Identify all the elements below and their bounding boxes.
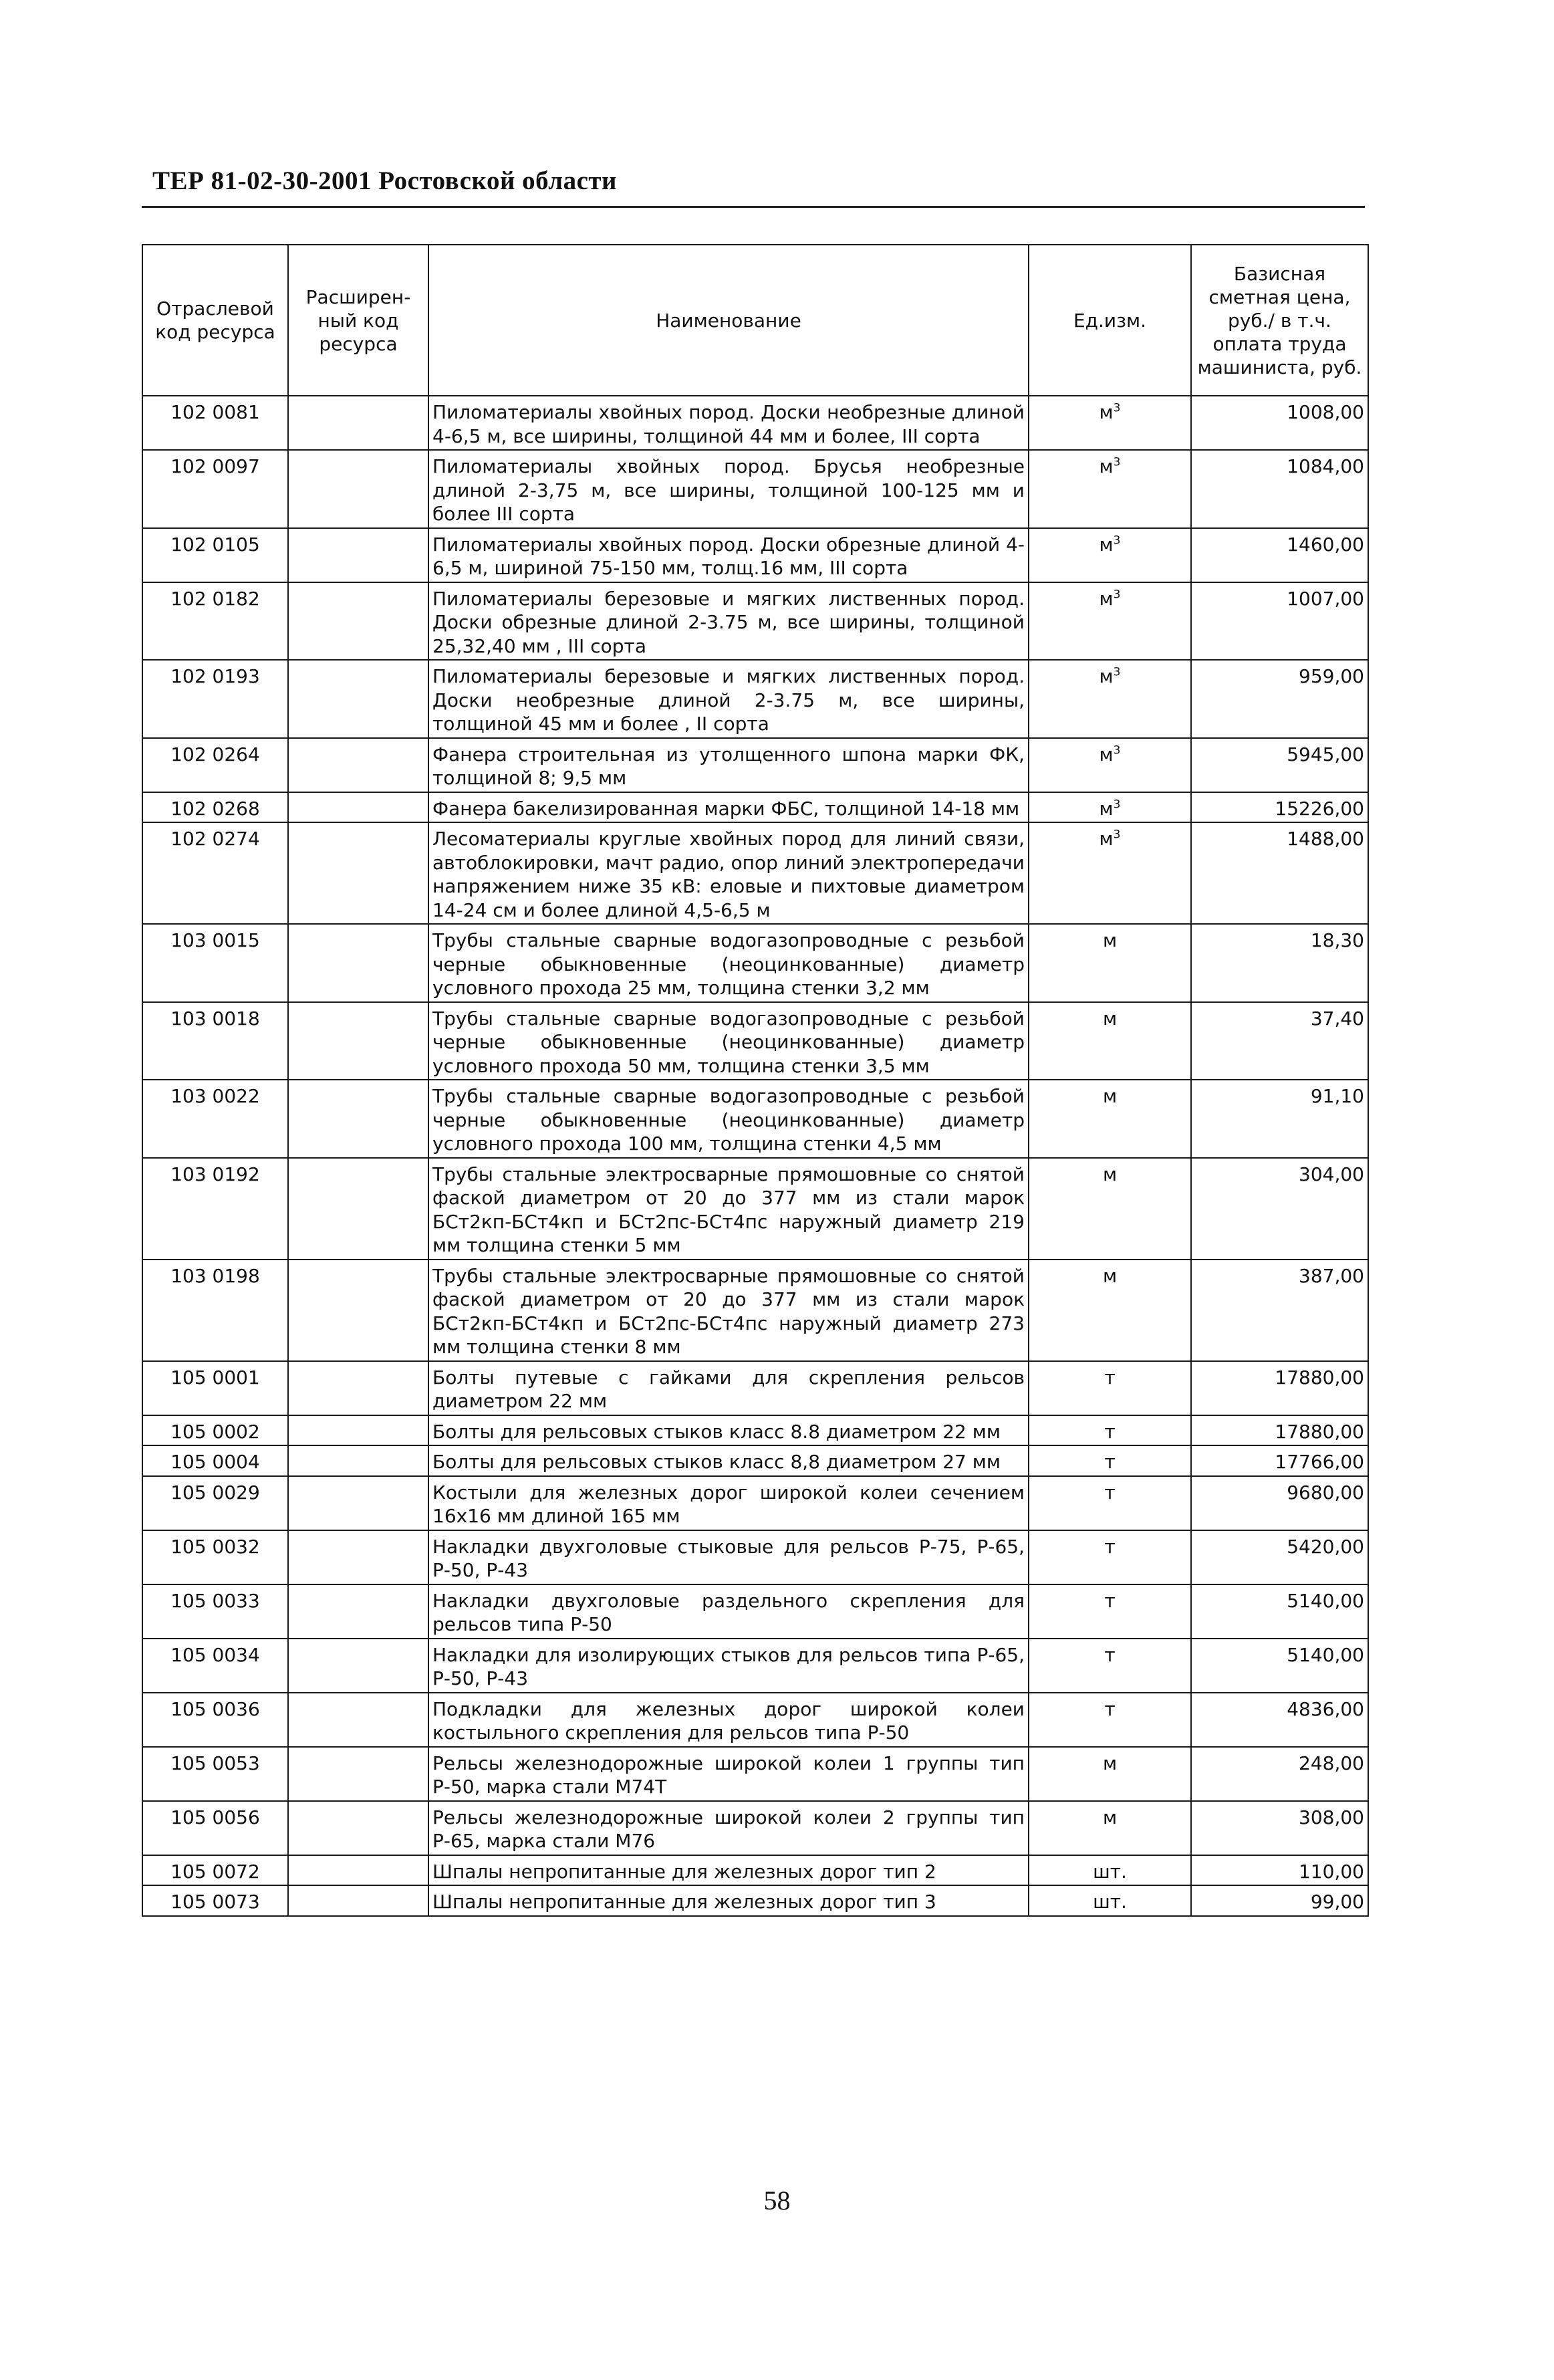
table-row	[142, 822, 1368, 924]
unit-cell	[1029, 1693, 1191, 1747]
unit-cell	[1029, 924, 1191, 1002]
unit-exponent: 3	[1113, 798, 1121, 812]
resource-code-cell: 102 0182	[142, 582, 288, 661]
table-row	[142, 924, 1368, 1002]
extended-code-cell	[288, 1476, 428, 1530]
table-row	[142, 1158, 1368, 1260]
unit-cell	[1029, 1801, 1191, 1855]
unit-label: м	[1102, 1163, 1118, 1185]
resource-name-cell: Шпалы непропитанные для железных дорог тип 2	[428, 1855, 1029, 1886]
resource-code-cell: 103 0022	[142, 1080, 288, 1158]
extended-code-cell	[288, 1747, 428, 1801]
unit-exponent: 3	[1113, 533, 1121, 548]
resource-code-cell: 103 0192	[142, 1158, 288, 1260]
resource-name-cell: Пиломатериалы березовые и мягких лиственных пород. Доски необрезные длиной 2-3.75 м, все ширины, толщиной 45 мм и более , II сорта	[428, 660, 1029, 738]
unit-label: т	[1104, 1697, 1116, 1720]
price-cell: 15226,00	[1191, 792, 1368, 823]
unit-cell	[1029, 1476, 1191, 1530]
unit-cell	[1029, 582, 1191, 661]
unit-cell	[1029, 1415, 1191, 1446]
unit-exponent: 3	[1113, 665, 1121, 679]
resource-code-cell: 102 0105	[142, 528, 288, 582]
unit-label: м	[1099, 743, 1114, 765]
resource-name-cell: Костыли для железных дорог широкой колеи сечением 16х16 мм длиной 165 мм	[428, 1476, 1029, 1530]
table-row	[142, 450, 1368, 528]
extended-code-cell	[288, 1885, 428, 1916]
unit-exponent: 3	[1113, 743, 1121, 757]
unit-cell	[1029, 1747, 1191, 1801]
price-cell: 5140,00	[1191, 1584, 1368, 1639]
table-row	[142, 1361, 1368, 1415]
resource-name-cell: Болты путевые с гайками для скрепления рельсов диаметром 22 мм	[428, 1361, 1029, 1415]
resource-name-cell: Трубы стальные сварные водогазопроводные с резьбой черные обыкновенные (неоцинкованные) диаметр условного прохода 100 мм, толщина стенки 4,5 мм	[428, 1080, 1029, 1158]
table-row	[142, 1747, 1368, 1801]
table-row	[142, 1476, 1368, 1530]
unit-cell	[1029, 1361, 1191, 1415]
price-cell: 248,00	[1191, 1747, 1368, 1801]
table-header-row	[142, 245, 1368, 396]
table-row	[142, 396, 1368, 450]
price-cell: 17880,00	[1191, 1415, 1368, 1446]
extended-code-cell	[288, 1158, 428, 1260]
page-number: 58	[763, 2185, 791, 2216]
resource-code-cell: 105 0036	[142, 1693, 288, 1747]
extended-code-cell	[288, 792, 428, 823]
unit-cell	[1029, 1530, 1191, 1584]
unit-cell	[1029, 528, 1191, 582]
extended-code-cell	[288, 1639, 428, 1693]
table-row	[142, 1885, 1368, 1916]
resource-code-cell: 105 0002	[142, 1415, 288, 1446]
extended-code-cell	[288, 1080, 428, 1158]
price-cell: 5420,00	[1191, 1530, 1368, 1584]
header-ext-code: Расширен-ный код ресурса	[288, 245, 428, 396]
table-row	[142, 1801, 1368, 1855]
unit-label: т	[1104, 1451, 1116, 1473]
header-code: Отраслевой код ресурса	[142, 245, 288, 396]
unit-cell	[1029, 1080, 1191, 1158]
title-divider	[142, 206, 1365, 208]
extended-code-cell	[288, 1801, 428, 1855]
price-cell: 1460,00	[1191, 528, 1368, 582]
resource-name-cell: Фанера строительная из утолщенного шпона марки ФК, толщиной 8; 9,5 мм	[428, 738, 1029, 792]
extended-code-cell	[288, 924, 428, 1002]
resource-code-cell: 103 0198	[142, 1260, 288, 1361]
price-cell: 18,30	[1191, 924, 1368, 1002]
price-cell: 99,00	[1191, 1885, 1368, 1916]
price-cell: 9680,00	[1191, 1476, 1368, 1530]
unit-label: т	[1104, 1481, 1116, 1504]
price-cell: 308,00	[1191, 1801, 1368, 1855]
unit-label: м	[1099, 401, 1114, 423]
resource-code-cell: 105 0073	[142, 1885, 288, 1916]
resource-code-cell: 102 0274	[142, 822, 288, 924]
resource-name-cell: Пиломатериалы хвойных пород. Доски необрезные длиной 4-6,5 м, все ширины, толщиной 44 мм и более, III сорта	[428, 396, 1029, 450]
resource-name-cell: Накладки двухголовые стыковые для рельсов Р-75, Р-65, Р-50, Р-43	[428, 1530, 1029, 1584]
unit-label: м	[1102, 929, 1118, 951]
header-unit: Ед.изм.	[1029, 245, 1191, 396]
resource-name-cell: Рельсы железнодорожные широкой колеи 1 группы тип Р-50, марка стали М74Т	[428, 1747, 1029, 1801]
extended-code-cell	[288, 1445, 428, 1476]
resource-code-cell: 105 0032	[142, 1530, 288, 1584]
resource-code-cell: 105 0072	[142, 1855, 288, 1886]
resource-name-cell: Болты для рельсовых стыков класс 8,8 диаметром 27 мм	[428, 1445, 1029, 1476]
resource-price-table	[142, 244, 1369, 1917]
resource-name-cell: Накладки двухголовые раздельного скрепления для рельсов типа Р-50	[428, 1584, 1029, 1639]
header-name: Наименование	[428, 245, 1029, 396]
unit-label: шт.	[1093, 1860, 1127, 1883]
unit-label: м	[1102, 1085, 1118, 1107]
unit-cell	[1029, 1260, 1191, 1361]
extended-code-cell	[288, 822, 428, 924]
unit-cell	[1029, 738, 1191, 792]
unit-label: т	[1104, 1420, 1116, 1443]
extended-code-cell	[288, 1361, 428, 1415]
price-cell: 304,00	[1191, 1158, 1368, 1260]
resource-name-cell: Шпалы непропитанные для железных дорог тип 3	[428, 1885, 1029, 1916]
unit-cell	[1029, 1445, 1191, 1476]
resource-name-cell: Пиломатериалы хвойных пород. Брусья необрезные длиной 2-3,75 м, все ширины, толщиной 100-125 мм и более III сорта	[428, 450, 1029, 528]
table-row	[142, 528, 1368, 582]
extended-code-cell	[288, 660, 428, 738]
unit-exponent: 3	[1113, 828, 1121, 842]
price-cell: 387,00	[1191, 1260, 1368, 1361]
unit-label: м	[1102, 1806, 1118, 1828]
unit-label: м	[1102, 1752, 1118, 1774]
unit-label: т	[1104, 1535, 1116, 1558]
extended-code-cell	[288, 1693, 428, 1747]
unit-label: м	[1099, 665, 1114, 687]
price-cell: 17880,00	[1191, 1361, 1368, 1415]
resource-code-cell: 105 0034	[142, 1639, 288, 1693]
table-row	[142, 1415, 1368, 1446]
extended-code-cell	[288, 738, 428, 792]
resource-name-cell: Трубы стальные электросварные прямошовные со снятой фаской диаметром от 20 до 377 мм из стали марок БСт2кп-БСт4кп и БСт2пс-БСт4пс наружный диаметр 273 мм толщина стенки 8 мм	[428, 1260, 1029, 1361]
extended-code-cell	[288, 396, 428, 450]
resource-code-cell: 105 0056	[142, 1801, 288, 1855]
unit-cell	[1029, 450, 1191, 528]
table-row	[142, 1530, 1368, 1584]
resource-code-cell: 102 0268	[142, 792, 288, 823]
resource-code-cell: 102 0097	[142, 450, 288, 528]
unit-cell	[1029, 1584, 1191, 1639]
table-row	[142, 792, 1368, 823]
resource-name-cell: Фанера бакелизированная марки ФБС, толщиной 14-18 мм	[428, 792, 1029, 823]
unit-cell	[1029, 1885, 1191, 1916]
table-row	[142, 1584, 1368, 1639]
unit-cell	[1029, 1855, 1191, 1886]
unit-cell	[1029, 1639, 1191, 1693]
unit-cell	[1029, 1002, 1191, 1080]
unit-cell	[1029, 396, 1191, 450]
table-row	[142, 582, 1368, 661]
unit-cell	[1029, 822, 1191, 924]
table-row	[142, 1639, 1368, 1693]
extended-code-cell	[288, 1002, 428, 1080]
resource-code-cell: 102 0081	[142, 396, 288, 450]
resource-name-cell: Подкладки для железных дорог широкой колеи костыльного скрепления для рельсов типа Р-50	[428, 1693, 1029, 1747]
extended-code-cell	[288, 450, 428, 528]
price-cell: 91,10	[1191, 1080, 1368, 1158]
unit-label: м	[1102, 1264, 1118, 1287]
table-row	[142, 1002, 1368, 1080]
resource-code-cell: 105 0029	[142, 1476, 288, 1530]
table-row	[142, 1693, 1368, 1747]
table-row	[142, 660, 1368, 738]
table-row	[142, 1855, 1368, 1886]
resource-code-cell: 103 0015	[142, 924, 288, 1002]
unit-label: м	[1102, 1007, 1118, 1030]
unit-cell	[1029, 1158, 1191, 1260]
table-row	[142, 738, 1368, 792]
resource-code-cell: 105 0001	[142, 1361, 288, 1415]
resource-name-cell: Трубы стальные электросварные прямошовные со снятой фаской диаметром от 20 до 377 мм из стали марок БСт2кп-БСт4кп и БСт2пс-БСт4пс наружный диаметр 219 мм толщина стенки 5 мм	[428, 1158, 1029, 1260]
unit-label: т	[1104, 1589, 1116, 1612]
extended-code-cell	[288, 1260, 428, 1361]
unit-exponent: 3	[1113, 455, 1121, 469]
price-cell: 5140,00	[1191, 1639, 1368, 1693]
unit-label: м	[1099, 587, 1114, 610]
resource-name-cell: Рельсы железнодорожные широкой колеи 2 группы тип Р-65, марка стали М76	[428, 1801, 1029, 1855]
unit-label: м	[1099, 828, 1114, 850]
unit-label: т	[1104, 1643, 1116, 1666]
resource-code-cell: 102 0264	[142, 738, 288, 792]
table-row	[142, 1445, 1368, 1476]
price-cell: 1008,00	[1191, 396, 1368, 450]
unit-label: т	[1104, 1366, 1116, 1389]
resource-code-cell: 103 0018	[142, 1002, 288, 1080]
unit-exponent: 3	[1113, 401, 1121, 415]
price-cell: 4836,00	[1191, 1693, 1368, 1747]
unit-exponent: 3	[1113, 588, 1121, 602]
header-price: Базисная сметная цена, руб./ в т.ч. оплата труда машиниста, руб.	[1191, 245, 1368, 396]
extended-code-cell	[288, 528, 428, 582]
document-title: ТЕР 81-02-30-2001 Ростовской области	[152, 166, 618, 195]
resource-name-cell: Трубы стальные сварные водогазопроводные с резьбой черные обыкновенные (неоцинкованные) диаметр условного прохода 25 мм, толщина стенки 3,2 мм	[428, 924, 1029, 1002]
resource-code-cell: 105 0033	[142, 1584, 288, 1639]
resource-name-cell: Лесоматериалы круглые хвойных пород для линий связи, автоблокировки, мачт радио, опор линий электропередачи напряжением ниже 35 кВ: еловые и пихтовые диаметром 14-24 см и более длиной 4,5-6,5 м	[428, 822, 1029, 924]
extended-code-cell	[288, 1530, 428, 1584]
price-cell: 17766,00	[1191, 1445, 1368, 1476]
extended-code-cell	[288, 1584, 428, 1639]
resource-name-cell: Пиломатериалы березовые и мягких лиственных пород. Доски обрезные длиной 2-3.75 м, все ширины, толщиной 25,32,40 мм , III сорта	[428, 582, 1029, 661]
unit-cell	[1029, 660, 1191, 738]
price-cell: 1084,00	[1191, 450, 1368, 528]
unit-label: м	[1099, 533, 1114, 556]
price-cell: 5945,00	[1191, 738, 1368, 792]
price-cell: 1007,00	[1191, 582, 1368, 661]
extended-code-cell	[288, 1855, 428, 1886]
resource-code-cell: 105 0053	[142, 1747, 288, 1801]
unit-label: м	[1099, 455, 1114, 477]
price-cell: 110,00	[1191, 1855, 1368, 1886]
unit-cell	[1029, 792, 1191, 823]
table-row	[142, 1260, 1368, 1361]
resource-name-cell: Болты для рельсовых стыков класс 8.8 диаметром 22 мм	[428, 1415, 1029, 1446]
table-row	[142, 1080, 1368, 1158]
price-cell: 1488,00	[1191, 822, 1368, 924]
price-cell: 959,00	[1191, 660, 1368, 738]
price-cell: 37,40	[1191, 1002, 1368, 1080]
resource-name-cell: Накладки для изолирующих стыков для рельсов типа Р-65, Р-50, Р-43	[428, 1639, 1029, 1693]
extended-code-cell	[288, 582, 428, 661]
resource-name-cell: Пиломатериалы хвойных пород. Доски обрезные длиной 4-6,5 м, шириной 75-150 мм, толщ.16 мм, III сорта	[428, 528, 1029, 582]
resource-code-cell: 105 0004	[142, 1445, 288, 1476]
unit-label: шт.	[1093, 1891, 1127, 1913]
unit-label: м	[1099, 797, 1114, 820]
extended-code-cell	[288, 1415, 428, 1446]
resource-code-cell: 102 0193	[142, 660, 288, 738]
resource-name-cell: Трубы стальные сварные водогазопроводные с резьбой черные обыкновенные (неоцинкованные) диаметр условного прохода 50 мм, толщина стенки 3,5 мм	[428, 1002, 1029, 1080]
